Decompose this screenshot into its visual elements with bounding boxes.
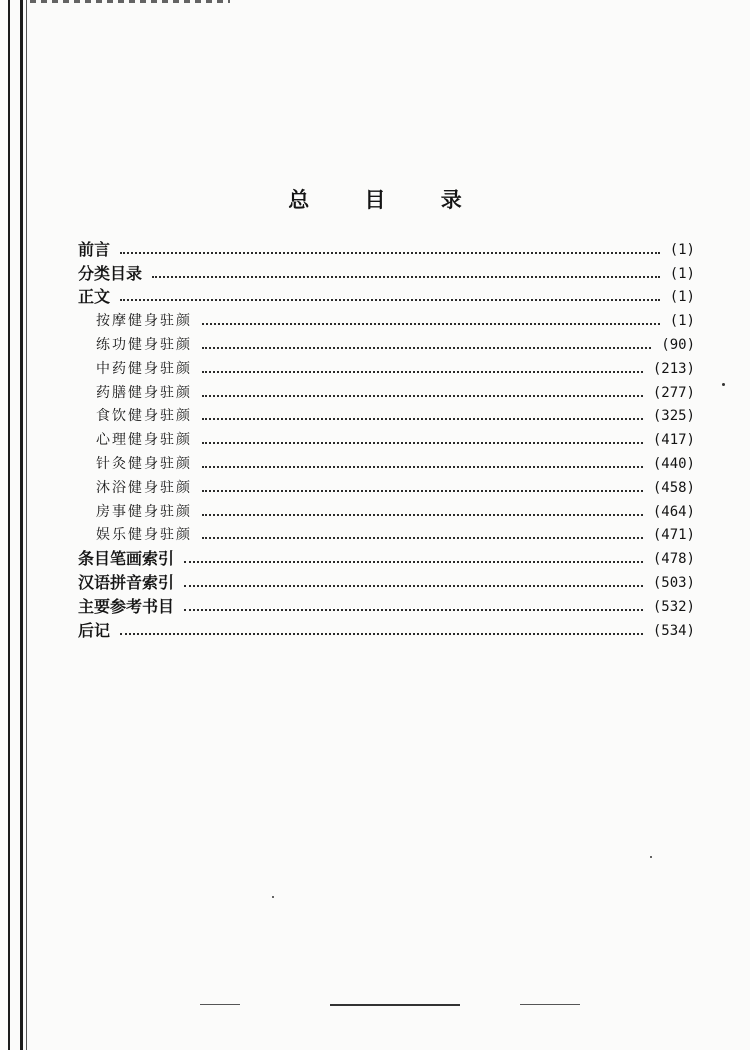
- dot-leader: [184, 561, 643, 563]
- toc-entry-page: (213): [652, 360, 695, 377]
- toc-entry-label: 中药健身驻颜: [96, 360, 192, 377]
- toc-entry: [78, 426, 695, 450]
- toc-entry-label: 沐浴健身驻颜: [96, 479, 192, 496]
- toc-entry-label: 后记: [78, 620, 111, 640]
- toc-entry: [78, 474, 695, 498]
- toc-entry-page: (534): [652, 622, 695, 639]
- toc-entry: [78, 403, 695, 427]
- toc-entry-label: 心理健身驻颜: [96, 432, 192, 449]
- toc-entry-label: 按摩健身驻颜: [96, 313, 192, 330]
- scan-artifact-bottom: [200, 1004, 240, 1005]
- toc-entry-page: (440): [652, 455, 695, 472]
- binding-edge-line: [8, 0, 10, 1050]
- toc-entry-label: 汉语拼音索引: [78, 572, 175, 592]
- dot-leader: [120, 299, 660, 301]
- toc-entry: [78, 569, 695, 593]
- dot-leader: [184, 585, 643, 587]
- page-title: 总 目 录: [288, 188, 486, 213]
- toc-entry-page: (1): [669, 313, 695, 330]
- toc-entry-page: (503): [652, 574, 695, 591]
- toc-entry: [78, 522, 695, 546]
- toc-entry-page: (458): [652, 479, 695, 496]
- dot-leader: [184, 609, 643, 611]
- toc-entry-page: (417): [652, 432, 695, 449]
- scan-speck: [722, 383, 725, 386]
- dot-leader: [202, 395, 643, 397]
- dot-leader: [202, 466, 643, 468]
- toc-entry-page: (478): [652, 551, 695, 568]
- toc-entry: [78, 379, 695, 403]
- toc-entry: [78, 617, 695, 641]
- dot-leader: [202, 323, 660, 325]
- scan-speck: [272, 896, 274, 898]
- toc-entry-label: 娱乐健身驻颜: [96, 527, 192, 544]
- toc-entry-page: (1): [669, 289, 695, 306]
- toc-entry-page: (532): [652, 598, 695, 615]
- toc-entry-label: 正文: [78, 287, 111, 307]
- dot-leader: [120, 252, 660, 254]
- toc-entry: [78, 450, 695, 474]
- toc-entry-page: (1): [669, 265, 695, 282]
- toc-entry: [78, 260, 695, 284]
- scan-artifact-bottom: [520, 1004, 580, 1005]
- dot-leader: [120, 633, 643, 635]
- toc-entry: [78, 331, 695, 355]
- toc-entry-label: 条目笔画索引: [78, 549, 175, 569]
- toc-entry-page: (90): [661, 336, 695, 353]
- dot-leader: [202, 347, 651, 349]
- dot-leader: [202, 418, 643, 420]
- dot-leader: [202, 537, 643, 539]
- toc-entry: [78, 545, 695, 569]
- table-of-contents: [78, 236, 695, 641]
- dot-leader: [202, 490, 643, 492]
- toc-entry-label: 练功健身驻颜: [96, 336, 192, 353]
- dot-leader: [202, 371, 643, 373]
- toc-entry-label: 分类目录: [78, 263, 143, 283]
- toc-entry-label: 药膳健身驻颜: [96, 384, 192, 401]
- toc-entry-label: 针灸健身驻颜: [96, 455, 192, 472]
- toc-entry-label: 主要参考书目: [78, 596, 175, 616]
- binding-edge-line: [20, 0, 23, 1050]
- toc-entry-page: (471): [652, 527, 695, 544]
- scan-artifact-top: [30, 0, 230, 3]
- toc-entry-label: 食饮健身驻颜: [96, 408, 192, 425]
- scan-speck: [650, 856, 652, 858]
- toc-entry-page: (277): [652, 384, 695, 401]
- dot-leader: [202, 514, 643, 516]
- binding-edge-line: [26, 0, 27, 1050]
- toc-entry-label: 前言: [78, 239, 111, 259]
- toc-entry-page: (464): [652, 503, 695, 520]
- toc-entry-page: (325): [652, 408, 695, 425]
- toc-entry: [78, 284, 695, 308]
- toc-entry: [78, 355, 695, 379]
- scan-artifact-bottom: [330, 1004, 460, 1006]
- toc-entry: [78, 498, 695, 522]
- toc-entry-label: 房事健身驻颜: [96, 503, 192, 520]
- toc-entry-page: (1): [669, 241, 695, 258]
- toc-entry: [78, 236, 695, 260]
- dot-leader: [152, 276, 660, 278]
- dot-leader: [202, 442, 643, 444]
- toc-entry: [78, 593, 695, 617]
- toc-entry: [78, 307, 695, 331]
